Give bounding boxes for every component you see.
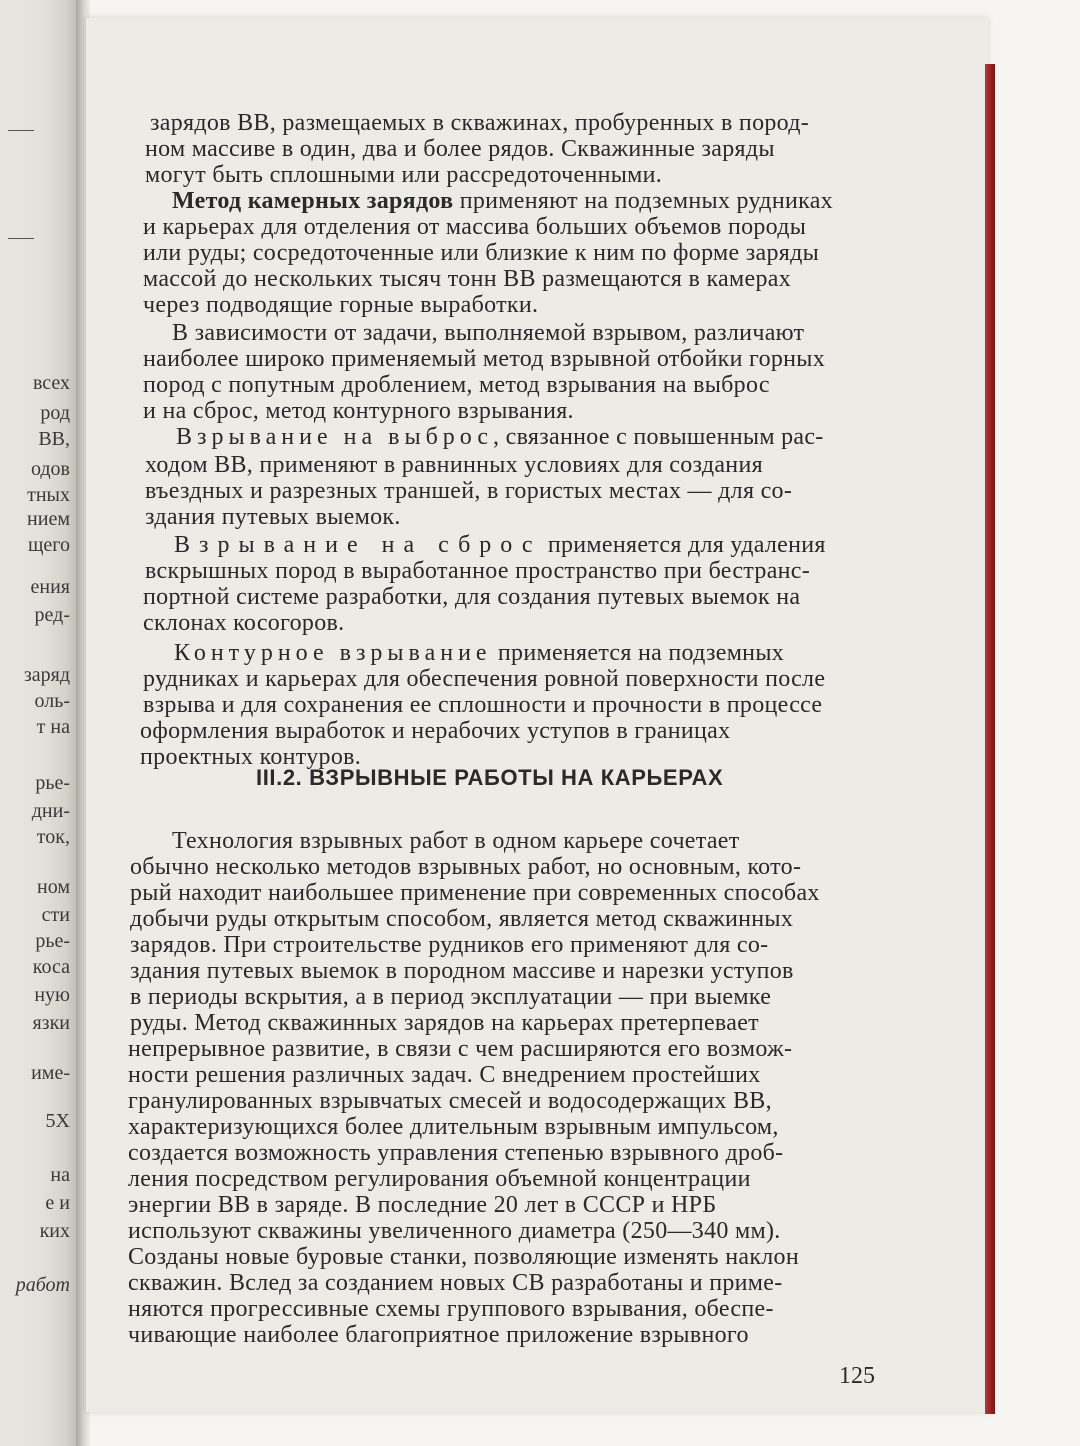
- text-line: ления посредством регулирования объемной концентрации: [128, 1166, 751, 1192]
- margin-fragment: ВВ,: [38, 428, 70, 450]
- margin-fragment: всех: [32, 372, 70, 394]
- text-line: [174, 640, 784, 666]
- text-line: оформления выработок и нерабочих уступов в границах: [140, 718, 731, 744]
- text-segment: применяется для удаления: [547, 532, 826, 558]
- margin-fragment: заряд: [23, 664, 70, 686]
- margin-fragment: род: [40, 402, 70, 424]
- margin-fragment: е и: [45, 1192, 70, 1214]
- text-line: рый находит наибольшее применение при современных способах: [130, 880, 820, 906]
- text-line: скважин. Вслед за созданием новых СВ разработаны и приме-: [128, 1270, 783, 1296]
- text-line: наиболее широко применяемый метод взрывной отбойки горных: [143, 346, 826, 372]
- text-line: ном массиве в один, два и более рядов. Скважинные заряды: [145, 136, 775, 162]
- margin-fragment: коса: [32, 956, 70, 978]
- margin-fragment: язки: [32, 1012, 70, 1034]
- margin-fragment: ном: [37, 876, 70, 898]
- left-page-margin-text: [0, 0, 100, 1446]
- margin-fragment: 5Х: [45, 1110, 70, 1132]
- text-line: используют скважины увеличенного диаметра (250—340 мм).: [128, 1218, 781, 1244]
- margin-fragment: тных: [27, 484, 70, 506]
- text-line: [174, 532, 826, 558]
- text-line: и на сброс, метод контурного взрывания.: [143, 398, 574, 424]
- margin-fragment: рье-: [35, 772, 70, 794]
- margin-fragment: ких: [39, 1220, 70, 1242]
- margin-fragment: ную: [34, 984, 70, 1006]
- red-cover-edge: [985, 64, 995, 1414]
- left-rule: [8, 130, 34, 131]
- margin-fragment: на: [50, 1164, 70, 1186]
- text-line: зарядов. При строительстве рудников его применяют для со-: [130, 932, 769, 958]
- text-line: В зависимости от задачи, выполняемой взрывом, различают: [172, 320, 805, 346]
- margin-fragment: дни-: [31, 800, 70, 822]
- spaced-term: Взрывание на выброс: [176, 424, 494, 450]
- left-rule: [8, 238, 34, 239]
- text-line: обычно несколько методов взрывных работ, но основным, кото-: [130, 854, 802, 880]
- margin-fragment: сти: [41, 904, 70, 926]
- margin-fragment: работ: [15, 1274, 70, 1296]
- text-line: ности решения различных задач. С внедрением простейших: [128, 1062, 761, 1088]
- text-line: гранулированных взрывчатых смесей и водосодержащих ВВ,: [128, 1088, 772, 1114]
- bold-term: Метод камерных зарядов: [172, 188, 454, 214]
- spaced-term: Контурное взрывание: [174, 640, 492, 666]
- section-heading: III.2. ВЗРЫВНЫЕ РАБОТЫ НА КАРЬЕРАХ: [256, 765, 724, 790]
- text-segment: применяется на подземных: [497, 640, 785, 666]
- margin-fragment: рье-: [35, 930, 70, 952]
- text-line: Технология взрывных работ в одном карьере сочетает: [172, 828, 740, 854]
- margin-fragment: одов: [30, 458, 70, 480]
- text-line: [176, 424, 824, 450]
- text-line: пород с попутным дроблением, метод взрывания на выброс: [143, 372, 770, 398]
- text-line: могут быть сплошными или рассредоточенными.: [145, 162, 663, 188]
- text-line: в периоды вскрытия, а в период эксплуатации — при выемке: [130, 984, 772, 1010]
- text-line: через подводящие горные выработки.: [143, 292, 539, 318]
- text-segment: , связанное с повышенным рас-: [493, 424, 824, 450]
- text-line: энергии ВВ в заряде. В последние 20 лет в СССР и НРБ: [128, 1192, 717, 1218]
- margin-fragment: щего: [28, 534, 70, 556]
- text-line: рудниках и карьерах для обеспечения ровной поверхности после: [143, 666, 826, 692]
- text-line: и карьерах для отделения от массива больших объемов породы: [143, 214, 807, 240]
- margin-fragment: ения: [30, 576, 70, 598]
- margin-fragment: т на: [36, 716, 70, 738]
- text-line: проектных контуров.: [140, 744, 362, 770]
- text-line: непрерывное развитие, в связи с чем расширяются его возмож-: [128, 1036, 793, 1062]
- margin-fragment: нием: [27, 508, 70, 530]
- margin-fragment: ред-: [34, 604, 70, 626]
- margin-fragment: оль-: [34, 690, 70, 712]
- text-line: въездных и разрезных траншей, в гористых местах — для со-: [145, 478, 793, 504]
- text-line: взрыва и для сохранения ее сплошности и прочности в процессе: [143, 692, 823, 718]
- text-line: Созданы новые буровые станки, позволяющие изменять наклон: [128, 1244, 799, 1270]
- text-line: чивающие наиболее благоприятное приложение взрывного: [128, 1322, 749, 1348]
- text-line: вскрышных пород в выработанное пространство при бестранс-: [145, 558, 811, 584]
- page-number: 125: [839, 1363, 875, 1389]
- text-line: руды. Метод скважинных зарядов на карьерах претерпевает: [130, 1010, 759, 1036]
- text-segment: применяют на подземных рудниках: [459, 188, 833, 214]
- text-line: здания путевых выемок в породном массиве и нарезки уступов: [130, 958, 794, 984]
- text-line: создается возможность управления степенью взрывного дроб-: [128, 1140, 784, 1166]
- text-line: добычи руды открытым способом, является метод скважинных: [130, 906, 794, 932]
- text-line: склонах косогоров.: [143, 610, 345, 636]
- text-line: ходом ВВ, применяют в равнинных условиях для создания: [145, 452, 763, 478]
- text-line: здания путевых выемок.: [145, 504, 401, 530]
- margin-fragment: име-: [31, 1062, 70, 1084]
- text-line: портной системе разработки, для создания путевых выемок на: [143, 584, 801, 610]
- text-line: зарядов ВВ, размещаемых в скважинах, пробуренных в пород-: [150, 110, 810, 136]
- text-line: [172, 188, 833, 214]
- margin-fragment: ток,: [36, 826, 70, 848]
- text-line: няются прогрессивные схемы группового взрывания, обеспе-: [128, 1296, 774, 1322]
- text-line: массой до нескольких тысяч тонн ВВ размещаются в камерах: [143, 266, 792, 292]
- text-line: характеризующихся более длительным взрывным импульсом,: [128, 1114, 779, 1140]
- spaced-term: Взрывание на сброс: [174, 532, 542, 558]
- text-line: или руды; сосредоточенные или близкие к ним по форме заряды: [143, 240, 820, 266]
